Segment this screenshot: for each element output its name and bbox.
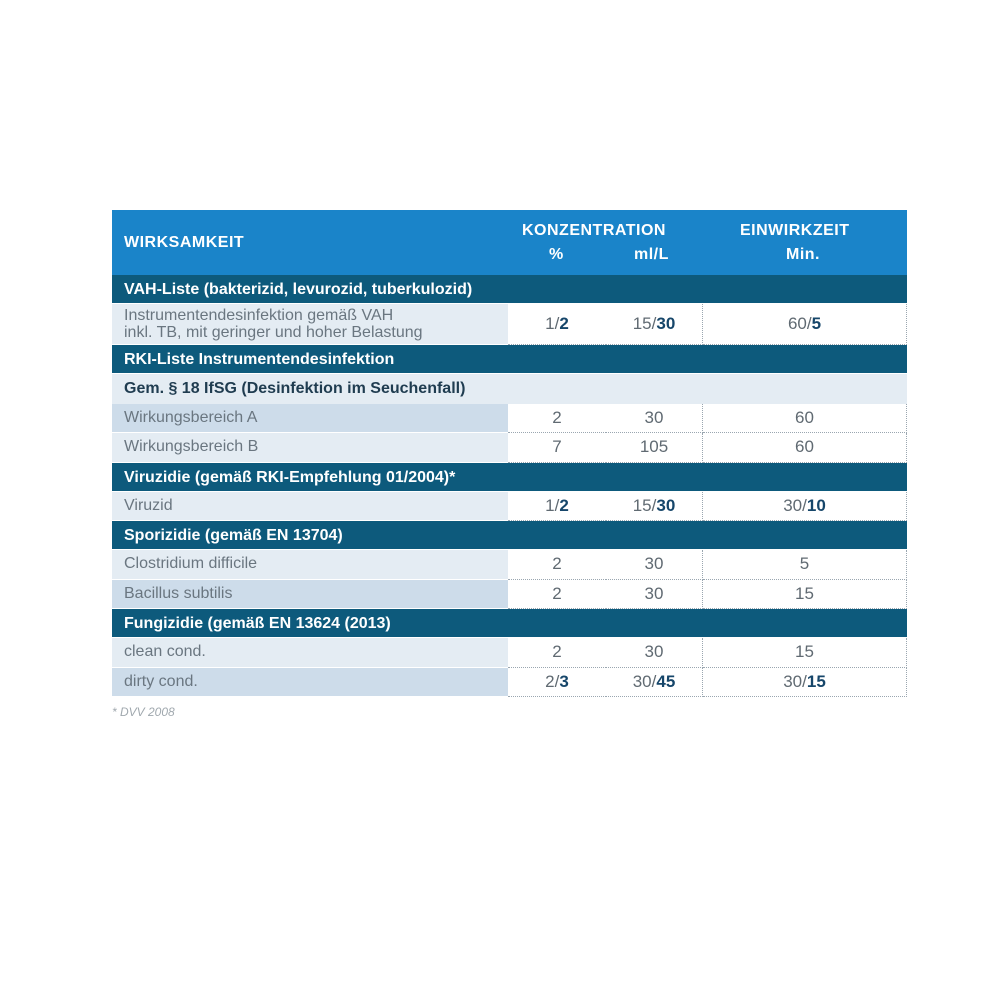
row-label: Wirkungsbereich B bbox=[112, 433, 508, 463]
table-row bbox=[112, 433, 907, 463]
row-label: Clostridium difficile bbox=[112, 550, 508, 580]
percent-cell: 2 bbox=[508, 404, 606, 434]
time-cell: 5 bbox=[703, 550, 907, 580]
ml-cell: 15/ 30 bbox=[606, 492, 703, 522]
header-minutes: Min. bbox=[786, 246, 820, 263]
ml-cell: 30 bbox=[606, 550, 703, 580]
percent-cell: 2/ 3 bbox=[508, 668, 606, 698]
time-cell: 60/ 5 bbox=[703, 304, 907, 345]
time-cell: 60 bbox=[703, 404, 907, 434]
section-sporizidie: Sporizidie (gemäß EN 13704) bbox=[112, 521, 907, 550]
table-row bbox=[112, 404, 907, 434]
percent-cell: 1/ 2 bbox=[508, 304, 606, 345]
ml-cell: 30/ 45 bbox=[606, 668, 703, 698]
header-ml-per-l: ml/L bbox=[634, 246, 669, 263]
footnote: * DVV 2008 bbox=[112, 705, 175, 719]
row-label-line2: inkl. TB, mit geringer und hoher Belastung bbox=[124, 324, 423, 341]
time-cell: 30/ 15 bbox=[703, 668, 907, 698]
ml-cell: 30 bbox=[606, 638, 703, 668]
row-label bbox=[112, 304, 508, 345]
percent-cell: 7 bbox=[508, 433, 606, 463]
time-cell: 30/ 10 bbox=[703, 492, 907, 522]
table-row bbox=[112, 580, 907, 610]
row-label: dirty cond. bbox=[112, 668, 508, 698]
subsection-rki: Gem. § 18 IfSG (Desinfektion im Seuchenfall) bbox=[112, 374, 907, 404]
section-fungizidie: Fungizidie (gemäß EN 13624 (2013) bbox=[112, 609, 907, 638]
row-label: Bacillus subtilis bbox=[112, 580, 508, 610]
ml-cell: 15/ 30 bbox=[606, 304, 703, 345]
ml-cell: 30 bbox=[606, 404, 703, 434]
section-vah: VAH-Liste (bakterizid, levurozid, tuberkulozid) bbox=[112, 275, 907, 304]
row-label: clean cond. bbox=[112, 638, 508, 668]
header-konzentration: KONZENTRATION bbox=[522, 222, 666, 239]
section-rki: RKI-Liste Instrumentendesinfektion bbox=[112, 345, 907, 374]
header-einwirkzeit: EINWIRKZEIT bbox=[740, 222, 850, 239]
table-row bbox=[112, 550, 907, 580]
ml-cell: 105 bbox=[606, 433, 703, 463]
percent-cell: 2 bbox=[508, 580, 606, 610]
header-percent: % bbox=[549, 246, 564, 263]
header-wirksamkeit: WIRKSAMKEIT bbox=[124, 234, 245, 251]
row-label-line1: Instrumentendesinfektion gemäß VAH bbox=[124, 307, 394, 324]
table-header bbox=[112, 210, 907, 275]
section-viruzidie: Viruzidie (gemäß RKI-Empfehlung 01/2004)* bbox=[112, 463, 907, 492]
percent-cell: 1/ 2 bbox=[508, 492, 606, 522]
percent-cell: 2 bbox=[508, 638, 606, 668]
table-row bbox=[112, 638, 907, 668]
ml-cell: 30 bbox=[606, 580, 703, 610]
table-row bbox=[112, 492, 907, 522]
time-cell: 15 bbox=[703, 580, 907, 610]
table-row bbox=[112, 304, 907, 345]
row-label: Viruzid bbox=[112, 492, 508, 522]
disinfection-efficacy-table bbox=[112, 210, 907, 697]
table-row bbox=[112, 668, 907, 698]
time-cell: 60 bbox=[703, 433, 907, 463]
row-label: Wirkungsbereich A bbox=[112, 404, 508, 434]
percent-cell: 2 bbox=[508, 550, 606, 580]
time-cell: 15 bbox=[703, 638, 907, 668]
